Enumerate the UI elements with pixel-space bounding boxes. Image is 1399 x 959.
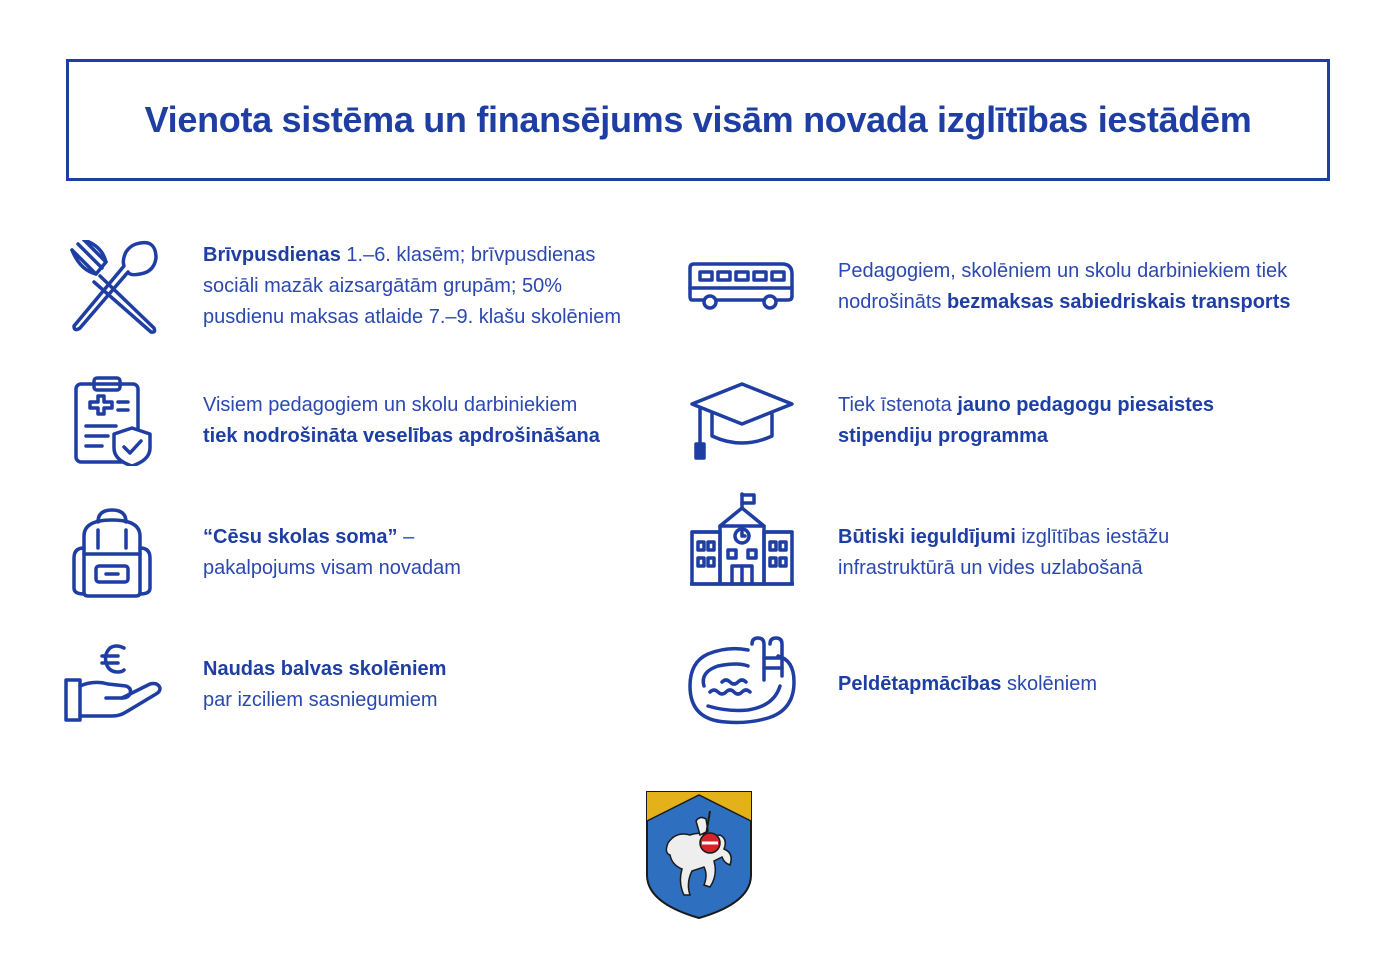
infrastructure-bold: Būtiski ieguldījumi [838,526,1016,548]
backpack-icon [70,508,154,598]
swimming-line1: skolēniem [1001,673,1098,695]
graduation-cap-icon [688,380,796,464]
lunch-line3: pusdienu maksas atlaide 7.–9. klašu skolēniem [203,306,622,328]
lunch-text [203,240,621,333]
medical-insurance-clipboard-icon [72,376,156,466]
swimming-bold: Peldētapmācības [838,673,1002,695]
scholarship-line1: Tiek īstenota [838,394,958,416]
lunch-line1: 1.–6. klasēm; brīvpusdienas [340,244,596,266]
infrastructure-line2: infrastruktūrā un vides uzlabošanā [838,557,1143,579]
lunch-line2: sociāli mazāk aizsargātām grupām; 50% [203,275,563,297]
award-line2: par izciliem sasniegumiem [203,689,438,711]
insurance-text [203,390,600,452]
scholarship-text [838,390,1214,452]
transport-bold: bezmaksas sabiedriskais transports [946,291,1291,313]
infrastructure-text [838,522,1169,584]
insurance-line1: Visiem pedagogiem un skolu darbiniekiem [203,394,578,416]
bag-dash: – [397,526,415,548]
bag-line2: pakalpojums visam novadam [203,557,461,579]
scholarship-bold1: jauno pedagogu piesaistes [957,394,1215,416]
insurance-bold: tiek nodrošināta veselības apdrošināšana [203,425,600,447]
school-building-icon [690,492,794,586]
title-box [66,59,1330,181]
fork-spoon-icon [66,240,162,336]
bus-icon [688,260,796,312]
infrastructure-line1: izglītības iestāžu [1015,526,1170,548]
swimming-pool-icon [688,636,798,728]
award-bold: Naudas balvas skolēniem [203,658,447,680]
cesis-coat-of-arms-icon [646,791,752,919]
transport-text [838,256,1290,318]
lunch-bold: Brīvpusdienas [203,244,341,266]
hand-euro-icon [64,642,164,724]
swimming-text [838,669,1097,700]
award-text [203,654,446,716]
bag-bold: “Cēsu skolas soma” [203,526,398,548]
transport-line1: Pedagogiem, skolēniem un skolu darbiniekiem tiek [838,260,1288,282]
page-title: Vienota sistēma un finansējums visām novada izglītības iestādēm [144,99,1252,140]
scholarship-bold2: stipendiju programma [838,425,1049,447]
bag-text [203,522,461,584]
transport-line2: nodrošināts [838,291,947,313]
